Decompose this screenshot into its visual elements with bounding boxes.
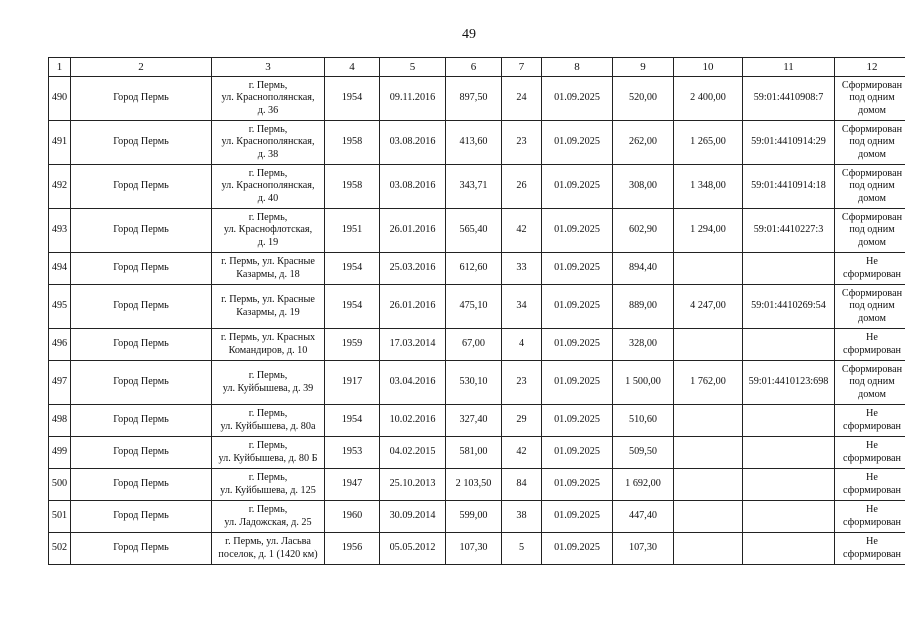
cell-year-built: 1954 — [325, 405, 380, 437]
cell-row-number: 492 — [49, 165, 71, 209]
column-header: 12 — [835, 58, 905, 77]
cell-value-9: 602,90 — [613, 209, 674, 253]
cell-cadastral-number: 59:01:4410914:29 — [743, 121, 835, 165]
cell-date: 26.01.2016 — [380, 209, 446, 253]
cell-municipality: Город Пермь — [71, 501, 212, 533]
cell-year-built: 1947 — [325, 469, 380, 501]
cell-area: 107,30 — [446, 533, 502, 565]
cell-value-10 — [674, 533, 743, 565]
cell-date2: 01.09.2025 — [542, 329, 613, 361]
cell-value-9: 1 692,00 — [613, 469, 674, 501]
cell-date: 03.08.2016 — [380, 121, 446, 165]
table-row — [49, 285, 905, 329]
cell-land-status: Не сформирован — [835, 405, 905, 437]
table-row — [49, 165, 905, 209]
cell-date: 17.03.2014 — [380, 329, 446, 361]
cell-municipality: Город Пермь — [71, 469, 212, 501]
cell-land-status: Сформирован под одним домом — [835, 165, 905, 209]
column-header: 2 — [71, 58, 212, 77]
cell-area: 413,60 — [446, 121, 502, 165]
cell-count: 33 — [502, 253, 542, 285]
cell-cadastral-number: 59:01:4410123:698 — [743, 361, 835, 405]
cell-year-built: 1959 — [325, 329, 380, 361]
cell-cadastral-number — [743, 533, 835, 565]
cell-municipality: Город Пермь — [71, 533, 212, 565]
cell-municipality: Город Пермь — [71, 209, 212, 253]
column-header: 8 — [542, 58, 613, 77]
cell-count: 4 — [502, 329, 542, 361]
cell-year-built: 1960 — [325, 501, 380, 533]
cell-value-9: 262,00 — [613, 121, 674, 165]
cell-address: г. Пермь, ул. Куйбышева, д. 39 — [212, 361, 325, 405]
cell-municipality: Город Пермь — [71, 77, 212, 121]
registry-table — [48, 57, 905, 565]
cell-address: г. Пермь, ул. Красных Командиров, д. 10 — [212, 329, 325, 361]
cell-value-9: 1 500,00 — [613, 361, 674, 405]
cell-area: 581,00 — [446, 437, 502, 469]
cell-year-built: 1956 — [325, 533, 380, 565]
cell-land-status: Не сформирован — [835, 329, 905, 361]
cell-value-9: 894,40 — [613, 253, 674, 285]
cell-date2: 01.09.2025 — [542, 437, 613, 469]
cell-value-9: 889,00 — [613, 285, 674, 329]
cell-land-status: Сформирован под одним домом — [835, 121, 905, 165]
cell-area: 343,71 — [446, 165, 502, 209]
cell-cadastral-number: 59:01:4410227:3 — [743, 209, 835, 253]
cell-area: 599,00 — [446, 501, 502, 533]
cell-address: г. Пермь, ул. Куйбышева, д. 125 — [212, 469, 325, 501]
cell-municipality: Город Пермь — [71, 361, 212, 405]
cell-land-status: Сформирован под одним домом — [835, 285, 905, 329]
cell-count: 29 — [502, 405, 542, 437]
cell-year-built: 1958 — [325, 121, 380, 165]
column-header: 5 — [380, 58, 446, 77]
cell-value-9: 328,00 — [613, 329, 674, 361]
cell-count: 84 — [502, 469, 542, 501]
cell-row-number: 500 — [49, 469, 71, 501]
cell-value-10 — [674, 437, 743, 469]
table-row — [49, 405, 905, 437]
column-header: 10 — [674, 58, 743, 77]
cell-row-number: 499 — [49, 437, 71, 469]
cell-year-built: 1917 — [325, 361, 380, 405]
cell-count: 5 — [502, 533, 542, 565]
cell-date2: 01.09.2025 — [542, 209, 613, 253]
cell-cadastral-number — [743, 329, 835, 361]
cell-address: г. Пермь, ул. Краснополянская, д. 38 — [212, 121, 325, 165]
cell-land-status: Сформирован под одним домом — [835, 209, 905, 253]
cell-municipality: Город Пермь — [71, 253, 212, 285]
cell-date: 26.01.2016 — [380, 285, 446, 329]
table-row — [49, 209, 905, 253]
cell-land-status: Не сформирован — [835, 469, 905, 501]
cell-land-status: Не сформирован — [835, 437, 905, 469]
cell-cadastral-number — [743, 253, 835, 285]
cell-date2: 01.09.2025 — [542, 361, 613, 405]
cell-date2: 01.09.2025 — [542, 121, 613, 165]
cell-area: 612,60 — [446, 253, 502, 285]
cell-value-10: 2 400,00 — [674, 77, 743, 121]
page-number: 49 — [462, 27, 476, 42]
column-header: 6 — [446, 58, 502, 77]
column-header: 7 — [502, 58, 542, 77]
cell-address: г. Пермь, ул. Краснополянская, д. 36 — [212, 77, 325, 121]
cell-area: 565,40 — [446, 209, 502, 253]
cell-date2: 01.09.2025 — [542, 77, 613, 121]
column-header: 9 — [613, 58, 674, 77]
cell-row-number: 502 — [49, 533, 71, 565]
cell-value-9: 107,30 — [613, 533, 674, 565]
cell-date: 25.10.2013 — [380, 469, 446, 501]
cell-row-number: 497 — [49, 361, 71, 405]
cell-date: 04.02.2015 — [380, 437, 446, 469]
cell-value-9: 447,40 — [613, 501, 674, 533]
cell-row-number: 491 — [49, 121, 71, 165]
cell-area: 2 103,50 — [446, 469, 502, 501]
cell-year-built: 1954 — [325, 253, 380, 285]
cell-date: 10.02.2016 — [380, 405, 446, 437]
cell-date: 25.03.2016 — [380, 253, 446, 285]
column-header: 1 — [49, 58, 71, 77]
header-row — [49, 58, 905, 77]
cell-land-status: Сформирован под одним домом — [835, 361, 905, 405]
cell-cadastral-number — [743, 405, 835, 437]
cell-date2: 01.09.2025 — [542, 253, 613, 285]
cell-row-number: 496 — [49, 329, 71, 361]
cell-cadastral-number: 59:01:4410914:18 — [743, 165, 835, 209]
cell-municipality: Город Пермь — [71, 165, 212, 209]
cell-date2: 01.09.2025 — [542, 501, 613, 533]
cell-count: 26 — [502, 165, 542, 209]
cell-address: г. Пермь, ул. Ладожская, д. 25 — [212, 501, 325, 533]
cell-value-10 — [674, 501, 743, 533]
cell-row-number: 494 — [49, 253, 71, 285]
cell-address: г. Пермь, ул. Краснофлотская, д. 19 — [212, 209, 325, 253]
cell-year-built: 1951 — [325, 209, 380, 253]
column-header: 11 — [743, 58, 835, 77]
table-body — [49, 77, 905, 565]
cell-municipality: Город Пермь — [71, 285, 212, 329]
cell-count: 23 — [502, 121, 542, 165]
cell-cadastral-number — [743, 469, 835, 501]
table-row — [49, 253, 905, 285]
cell-land-status: Не сформирован — [835, 253, 905, 285]
table-row — [49, 121, 905, 165]
cell-area: 67,00 — [446, 329, 502, 361]
column-header: 3 — [212, 58, 325, 77]
cell-value-10: 1 762,00 — [674, 361, 743, 405]
cell-value-10 — [674, 469, 743, 501]
cell-date2: 01.09.2025 — [542, 533, 613, 565]
cell-row-number: 490 — [49, 77, 71, 121]
cell-address: г. Пермь, ул. Куйбышева, д. 80а — [212, 405, 325, 437]
cell-value-10: 1 294,00 — [674, 209, 743, 253]
cell-municipality: Город Пермь — [71, 121, 212, 165]
cell-address: г. Пермь, ул. Краснополянская, д. 40 — [212, 165, 325, 209]
cell-row-number: 493 — [49, 209, 71, 253]
cell-date2: 01.09.2025 — [542, 165, 613, 209]
cell-date: 05.05.2012 — [380, 533, 446, 565]
cell-address: г. Пермь, ул. Ласьва поселок, д. 1 (1420 км) — [212, 533, 325, 565]
cell-value-9: 510,60 — [613, 405, 674, 437]
table-row — [49, 469, 905, 501]
cell-count: 23 — [502, 361, 542, 405]
cell-date2: 01.09.2025 — [542, 469, 613, 501]
cell-date: 03.08.2016 — [380, 165, 446, 209]
cell-land-status: Не сформирован — [835, 501, 905, 533]
cell-area: 327,40 — [446, 405, 502, 437]
cell-count: 38 — [502, 501, 542, 533]
cell-date: 30.09.2014 — [380, 501, 446, 533]
cell-count: 42 — [502, 437, 542, 469]
cell-row-number: 498 — [49, 405, 71, 437]
cell-value-9: 308,00 — [613, 165, 674, 209]
cell-municipality: Город Пермь — [71, 329, 212, 361]
cell-cadastral-number: 59:01:4410269:54 — [743, 285, 835, 329]
cell-value-10 — [674, 405, 743, 437]
cell-date2: 01.09.2025 — [542, 285, 613, 329]
table-row — [49, 501, 905, 533]
column-header: 4 — [325, 58, 380, 77]
cell-municipality: Город Пермь — [71, 405, 212, 437]
cell-value-10: 4 247,00 — [674, 285, 743, 329]
cell-year-built: 1954 — [325, 77, 380, 121]
cell-area: 897,50 — [446, 77, 502, 121]
table-row — [49, 533, 905, 565]
cell-date2: 01.09.2025 — [542, 405, 613, 437]
cell-count: 24 — [502, 77, 542, 121]
cell-value-10 — [674, 329, 743, 361]
cell-row-number: 501 — [49, 501, 71, 533]
cell-area: 530,10 — [446, 361, 502, 405]
cell-count: 42 — [502, 209, 542, 253]
cell-area: 475,10 — [446, 285, 502, 329]
cell-address: г. Пермь, ул. Красные Казармы, д. 18 — [212, 253, 325, 285]
cell-cadastral-number — [743, 501, 835, 533]
cell-land-status: Сформирован под одним домом — [835, 77, 905, 121]
cell-address: г. Пермь, ул. Красные Казармы, д. 19 — [212, 285, 325, 329]
table-row — [49, 361, 905, 405]
cell-cadastral-number — [743, 437, 835, 469]
cell-value-9: 509,50 — [613, 437, 674, 469]
cell-land-status: Не сформирован — [835, 533, 905, 565]
cell-year-built: 1958 — [325, 165, 380, 209]
table-row — [49, 437, 905, 469]
table-row — [49, 77, 905, 121]
cell-value-9: 520,00 — [613, 77, 674, 121]
cell-year-built: 1953 — [325, 437, 380, 469]
cell-count: 34 — [502, 285, 542, 329]
cell-value-10: 1 348,00 — [674, 165, 743, 209]
cell-municipality: Город Пермь — [71, 437, 212, 469]
cell-date: 03.04.2016 — [380, 361, 446, 405]
cell-address: г. Пермь, ул. Куйбышева, д. 80 Б — [212, 437, 325, 469]
cell-cadastral-number: 59:01:4410908:7 — [743, 77, 835, 121]
cell-date: 09.11.2016 — [380, 77, 446, 121]
cell-year-built: 1954 — [325, 285, 380, 329]
cell-value-10 — [674, 253, 743, 285]
cell-row-number: 495 — [49, 285, 71, 329]
table-row — [49, 329, 905, 361]
cell-value-10: 1 265,00 — [674, 121, 743, 165]
